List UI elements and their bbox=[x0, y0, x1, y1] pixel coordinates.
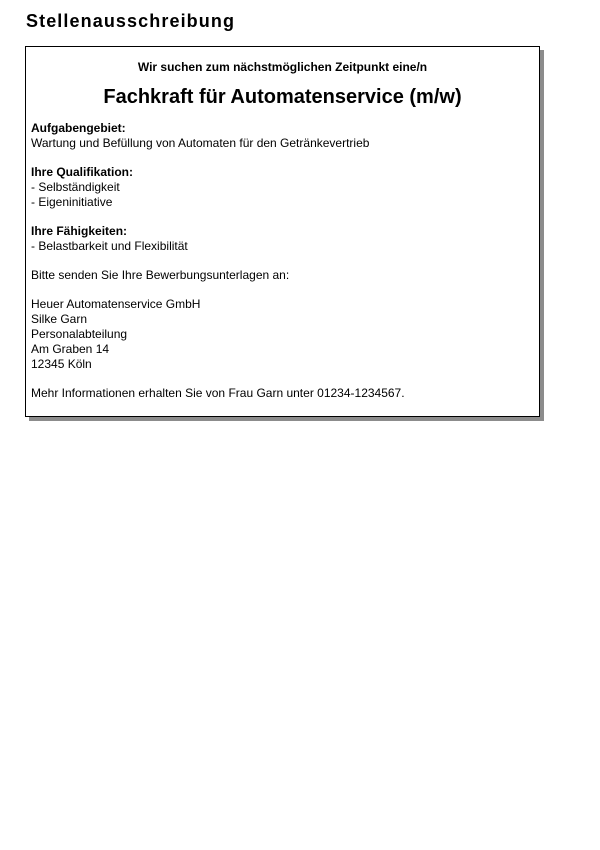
qualification-heading: Ihre Qualifikation: bbox=[31, 165, 134, 179]
address-line: Personalabteilung bbox=[31, 327, 128, 341]
tasks-section bbox=[31, 121, 534, 151]
address-line: 12345 Köln bbox=[31, 357, 92, 371]
ad-intro: Wir suchen zum nächstmöglichen Zeitpunkt eine/n bbox=[137, 60, 428, 74]
tasks-heading: Aufgabengebiet: bbox=[31, 121, 126, 135]
skills-line: - Belastbarkeit und Flexibilität bbox=[31, 239, 188, 253]
job-ad-box bbox=[25, 46, 540, 417]
contact-address bbox=[31, 297, 534, 372]
tasks-line: Wartung und Befüllung von Automaten für den Getränkevertrieb bbox=[31, 136, 370, 150]
job-title: Fachkraft für Automatenservice (m/w) bbox=[103, 86, 462, 108]
qualification-line: - Selbständigkeit bbox=[31, 180, 120, 194]
address-line: Am Graben 14 bbox=[31, 342, 110, 356]
skills-heading: Ihre Fähigkeiten: bbox=[31, 224, 128, 238]
qualification-line: - Eigeninitiative bbox=[31, 195, 113, 209]
skills-section bbox=[31, 224, 534, 254]
address-line: Heuer Automatenservice GmbH bbox=[31, 297, 201, 311]
application-prompt: Bitte senden Sie Ihre Bewerbungsunterlagen an: bbox=[31, 268, 290, 282]
address-line: Silke Garn bbox=[31, 312, 88, 326]
page-title: Stellenausschreibung bbox=[26, 11, 236, 31]
qualification-section bbox=[31, 165, 534, 210]
contact-info: Mehr Informationen erhalten Sie von Frau Garn unter 01234-1234567. bbox=[31, 386, 405, 400]
